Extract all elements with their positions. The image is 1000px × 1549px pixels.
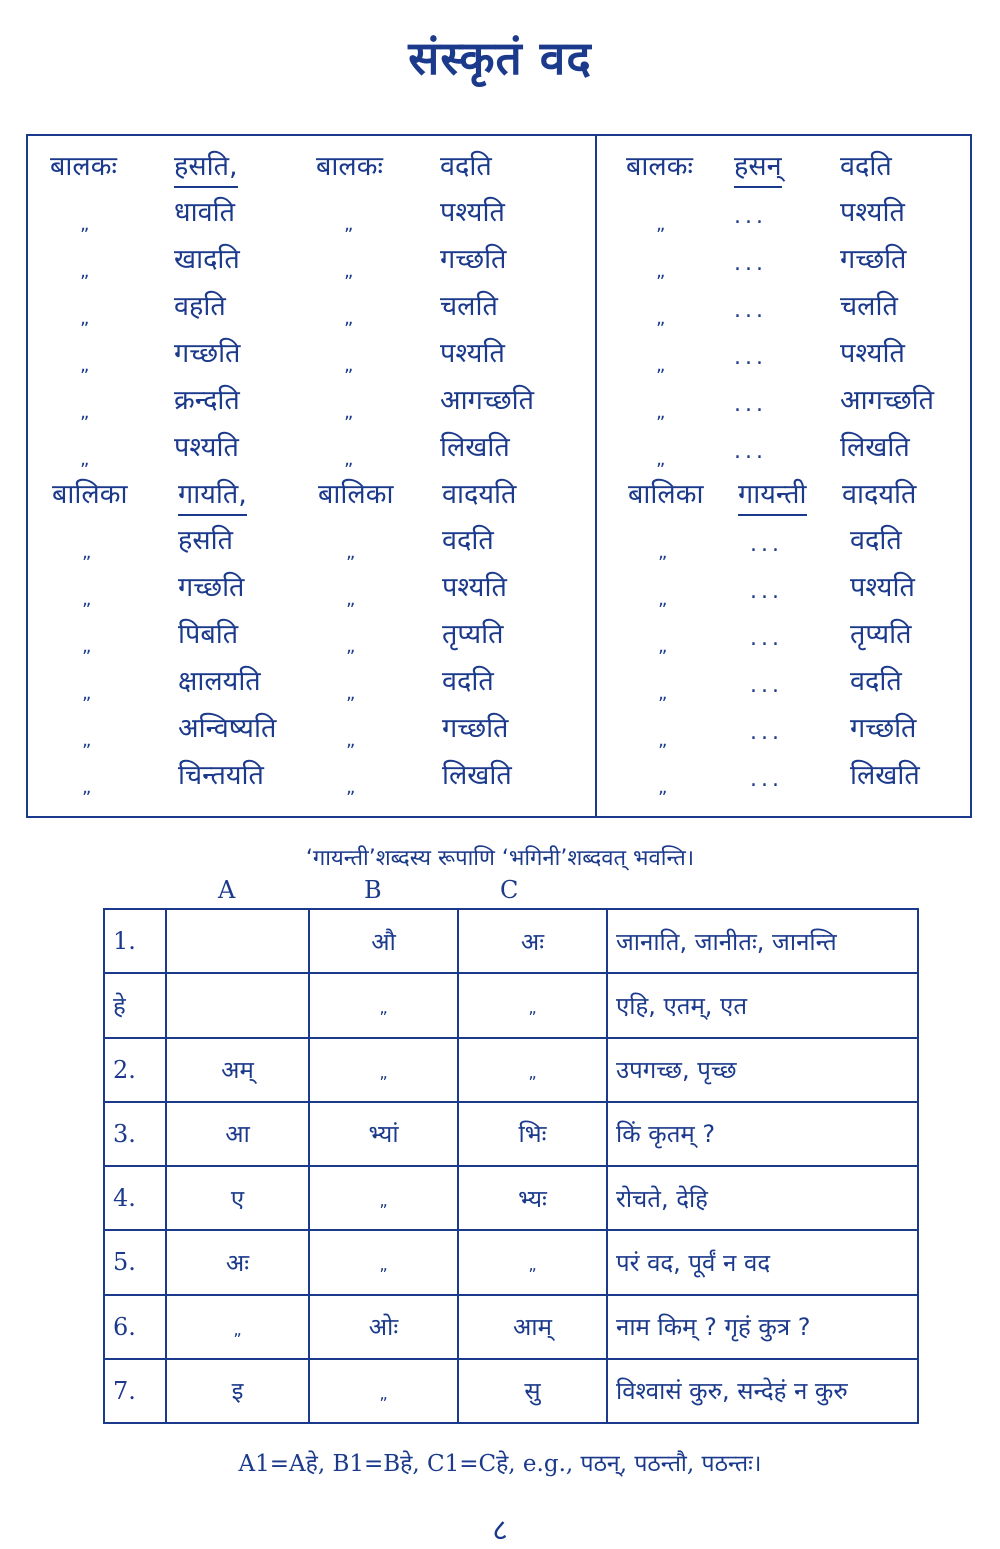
cell-c-text: आम्: [513, 1313, 552, 1342]
boy-header-3: बालकः: [626, 151, 693, 182]
boy-row-verb-1: धावति: [174, 197, 235, 228]
girl-head-verb-2: वादयति: [442, 479, 517, 510]
cell-phrase: [607, 1359, 918, 1423]
boy-row-ditto-2: „: [344, 449, 354, 470]
boy-row-verb-1: गच्छति: [174, 338, 241, 369]
girl-row-dots: ...: [750, 673, 783, 698]
boy-row-ditto-3: „: [656, 355, 666, 376]
girl-row-ditto-2: „: [346, 730, 356, 751]
cell-b: [309, 909, 458, 973]
boy-row-verb-2: पश्यति: [440, 338, 505, 369]
girl-row-verb-1: गच्छति: [178, 572, 245, 603]
boy-row-verb-2: आगच्छति: [440, 385, 535, 416]
cell-c: [458, 973, 607, 1037]
boy-row-verb-1: क्रन्दति: [174, 385, 240, 416]
cell-b: [309, 973, 458, 1037]
cell-phrase-text: जानाति, जानीतः, जानन्ति: [616, 927, 837, 956]
cell-a: [166, 1295, 309, 1359]
cell-phrase: [607, 1295, 918, 1359]
note-text: ‘गायन्ती’शब्दस्य रूपाणि ‘भगिनी’शब्दवत् भवन्ति।: [305, 846, 695, 871]
boy-row-verb-1: पश्यति: [174, 432, 239, 463]
cell-a-text: ए: [230, 1184, 245, 1213]
cell-b-text: „: [379, 1062, 388, 1082]
cell-a: [166, 1038, 309, 1102]
cell-phrase: [607, 973, 918, 1037]
boy-row-ditto-3: „: [656, 214, 666, 235]
girl-row-verb-1: हसति: [178, 525, 233, 556]
boy-row-ditto-2: „: [344, 355, 354, 376]
boy-row-ditto-3: „: [656, 449, 666, 470]
girl-row-verb-2: वदति: [442, 525, 494, 556]
boy-row-ditto-3: „: [656, 402, 666, 423]
boy-row-verb-3: लिखति: [840, 432, 910, 463]
footer-text: A1=Aहे, B1=Bहे, C1=Cहे, e.g., पठन्, पठन्तौ, पठन्तः।: [238, 1451, 762, 1477]
cell-c: [458, 1230, 607, 1294]
boy-row-ditto-2: „: [344, 402, 354, 423]
boy-row-dots: ...: [734, 298, 767, 323]
cell-c-text: सु: [524, 1377, 541, 1406]
cell-a: [166, 1102, 309, 1166]
girl-row-verb-3: गच्छति: [850, 713, 917, 744]
girl-row-verb-2: पश्यति: [442, 572, 507, 603]
girl-head-verb-1: गायति,: [178, 478, 247, 516]
cell-a-text: इ: [231, 1377, 244, 1406]
girl-row-ditto-3: „: [658, 542, 668, 563]
table-row: [104, 1359, 918, 1423]
page-number: ८: [492, 1513, 508, 1548]
cell-phrase: [607, 1230, 918, 1294]
boy-row-verb-2: लिखति: [440, 432, 510, 463]
girl-head-verb-3: वादयति: [842, 479, 917, 510]
cell-phrase-text: परं वद, पूर्वं न वद: [616, 1248, 771, 1277]
cell-b-text: „: [379, 1255, 388, 1275]
boy-row-dots: ...: [734, 251, 767, 276]
boy-row-ditto-2: „: [344, 261, 354, 282]
boy-row-ditto-3: „: [656, 308, 666, 329]
boy-row-dots: ...: [734, 204, 767, 229]
cell-a: [166, 1359, 309, 1423]
boy-row-verb-2: पश्यति: [440, 197, 505, 228]
cell-c-text: „: [528, 1255, 537, 1275]
boy-row-verb-3: गच्छति: [840, 244, 907, 275]
cell-phrase-text: किं कृतम् ?: [616, 1120, 716, 1149]
cell-phrase: [607, 909, 918, 973]
cell-phrase-text: नाम किम् ? गृहं कुत्र ?: [616, 1313, 811, 1342]
boy-row-ditto-3: „: [656, 261, 666, 282]
girl-row-ditto-1: „: [82, 636, 92, 657]
girl-row-ditto-1: „: [82, 589, 92, 610]
boy-row-ditto-1: „: [80, 355, 90, 376]
column-label-a: A: [218, 876, 236, 904]
girl-row-verb-3: तृप्यति: [850, 619, 912, 650]
cell-a: [166, 1166, 309, 1230]
girl-header-1: बालिका: [52, 479, 128, 510]
boy-row-ditto-1: „: [80, 261, 90, 282]
cell-a: [166, 1230, 309, 1294]
girl-head-mid: गायन्ती: [738, 478, 807, 516]
girl-row-ditto-1: „: [82, 730, 92, 751]
row-number: [104, 909, 166, 973]
table-row: [104, 1295, 918, 1359]
girl-row-dots: ...: [750, 626, 783, 651]
cell-phrase-text: उपगच्छ, पृच्छ: [616, 1056, 737, 1085]
cell-b-text: ओः: [368, 1313, 399, 1342]
cell-c-text: भिः: [518, 1120, 547, 1149]
boy-row-dots: ...: [734, 345, 767, 370]
girl-row-verb-3: लिखति: [850, 760, 920, 791]
cell-a-text: अः: [225, 1248, 250, 1277]
girl-row-verb-1: चिन्तयति: [178, 760, 264, 791]
table-row: [104, 973, 918, 1037]
boy-row-ditto-1: „: [80, 214, 90, 235]
row-number-text: 6.: [113, 1312, 136, 1341]
row-number: [104, 1230, 166, 1294]
row-number-text: 5.: [113, 1248, 136, 1277]
cell-b: [309, 1295, 458, 1359]
boy-row-verb-1: खादति: [174, 244, 240, 275]
boy-row-ditto-1: „: [80, 449, 90, 470]
boy-row-ditto-1: „: [80, 308, 90, 329]
girl-row-verb-1: अन्विष्यति: [178, 713, 277, 744]
boy-head-verb-1: हसति,: [174, 150, 238, 188]
cell-b-text: औ: [371, 927, 396, 956]
cell-b-text: „: [379, 1383, 388, 1403]
girl-row-ditto-2: „: [346, 589, 356, 610]
row-number: [104, 1102, 166, 1166]
girl-row-ditto-3: „: [658, 636, 668, 657]
cell-c-text: „: [528, 998, 537, 1018]
cell-c-text: भ्यः: [518, 1184, 547, 1213]
boy-head-mid: हसन्: [734, 150, 782, 188]
cell-phrase-text: विश्वासं कुरु, सन्देहं न कुरु: [616, 1377, 848, 1406]
girl-row-ditto-3: „: [658, 730, 668, 751]
row-number: [104, 1166, 166, 1230]
girl-row-verb-2: तृप्यति: [442, 619, 504, 650]
cell-c: [458, 1295, 607, 1359]
girl-row-ditto-1: „: [82, 542, 92, 563]
girl-row-dots: ...: [750, 767, 783, 792]
cell-c-text: अः: [520, 927, 545, 956]
cell-b-text: „: [379, 1191, 388, 1211]
girl-row-dots: ...: [750, 532, 783, 557]
table-row: [104, 1230, 918, 1294]
row-number-text: हे: [113, 991, 126, 1020]
boy-row-verb-3: आगच्छति: [840, 385, 935, 416]
cell-a-text: आ: [225, 1120, 250, 1149]
cell-b: [309, 1230, 458, 1294]
boy-head-verb-2: वदति: [440, 151, 492, 182]
row-number-text: 2.: [113, 1055, 136, 1084]
cell-b-text: „: [379, 998, 388, 1018]
cell-a: [166, 909, 309, 973]
girl-row-verb-2: वदति: [442, 666, 494, 697]
cell-c: [458, 1102, 607, 1166]
boy-row-dots: ...: [734, 439, 767, 464]
boy-row-verb-2: गच्छति: [440, 244, 507, 275]
cell-a-text: „: [233, 1319, 242, 1339]
boy-row-verb-1: वहति: [174, 291, 226, 322]
girl-row-ditto-2: „: [346, 542, 356, 563]
cell-phrase: [607, 1166, 918, 1230]
girl-row-verb-1: क्षालयति: [178, 666, 261, 697]
cell-c-text: „: [528, 1062, 537, 1082]
table-row: [104, 1102, 918, 1166]
girl-header-2: बालिका: [318, 479, 394, 510]
boy-head-verb-3: वदति: [840, 151, 892, 182]
cell-b: [309, 1038, 458, 1102]
cell-c: [458, 1166, 607, 1230]
cell-phrase-text: रोचते, देहि: [616, 1184, 708, 1213]
cell-b: [309, 1359, 458, 1423]
boy-header-1: बालकः: [50, 151, 117, 182]
girl-row-verb-2: लिखति: [442, 760, 512, 791]
row-number-text: 3.: [113, 1119, 136, 1148]
table-row: [104, 1038, 918, 1102]
boy-row-dots: ...: [734, 392, 767, 417]
row-number: [104, 973, 166, 1037]
cell-phrase: [607, 1038, 918, 1102]
girl-row-verb-3: वदति: [850, 666, 902, 697]
girl-row-ditto-1: „: [82, 683, 92, 704]
girl-row-ditto-1: „: [82, 777, 92, 798]
girl-row-ditto-2: „: [346, 636, 356, 657]
declension-table: [103, 908, 919, 1424]
boy-row-verb-3: पश्यति: [840, 338, 905, 369]
girl-row-ditto-2: „: [346, 777, 356, 798]
boy-header-2: बालकः: [316, 151, 383, 182]
cell-phrase-text: एहि, एतम्, एत: [616, 991, 748, 1020]
boy-row-ditto-2: „: [344, 214, 354, 235]
table-row: [104, 1166, 918, 1230]
girl-row-verb-3: वदति: [850, 525, 902, 556]
row-number: [104, 1295, 166, 1359]
boy-row-ditto-1: „: [80, 402, 90, 423]
cell-a: [166, 973, 309, 1037]
girl-row-ditto-3: „: [658, 589, 668, 610]
girl-header-3: बालिका: [628, 479, 704, 510]
row-number-text: 1.: [113, 927, 136, 956]
verb-practice-box: [26, 134, 972, 818]
girl-row-verb-2: गच्छति: [442, 713, 509, 744]
cell-b-text: भ्यां: [368, 1120, 399, 1149]
cell-c: [458, 909, 607, 973]
row-number: [104, 1359, 166, 1423]
row-number-text: 7.: [113, 1376, 136, 1405]
girl-row-verb-3: पश्यति: [850, 572, 915, 603]
girl-row-ditto-3: „: [658, 777, 668, 798]
girl-row-verb-1: पिबति: [178, 619, 239, 650]
girl-row-dots: ...: [750, 720, 783, 745]
boy-row-verb-3: चलति: [840, 291, 898, 322]
boy-row-ditto-2: „: [344, 308, 354, 329]
column-label-c: C: [500, 876, 519, 904]
column-divider: [595, 136, 597, 816]
cell-b: [309, 1102, 458, 1166]
girl-row-ditto-3: „: [658, 683, 668, 704]
cell-a-text: अम्: [221, 1056, 254, 1085]
boy-row-verb-3: पश्यति: [840, 197, 905, 228]
column-label-b: B: [364, 876, 382, 904]
girl-row-dots: ...: [750, 579, 783, 604]
cell-phrase: [607, 1102, 918, 1166]
row-number-text: 4.: [113, 1184, 136, 1213]
boy-row-verb-2: चलति: [440, 291, 498, 322]
table-row: [104, 909, 918, 973]
cell-b: [309, 1166, 458, 1230]
girl-row-ditto-2: „: [346, 683, 356, 704]
cell-c: [458, 1038, 607, 1102]
page-title: संस्कृतं वद: [408, 31, 592, 85]
cell-c: [458, 1359, 607, 1423]
row-number: [104, 1038, 166, 1102]
